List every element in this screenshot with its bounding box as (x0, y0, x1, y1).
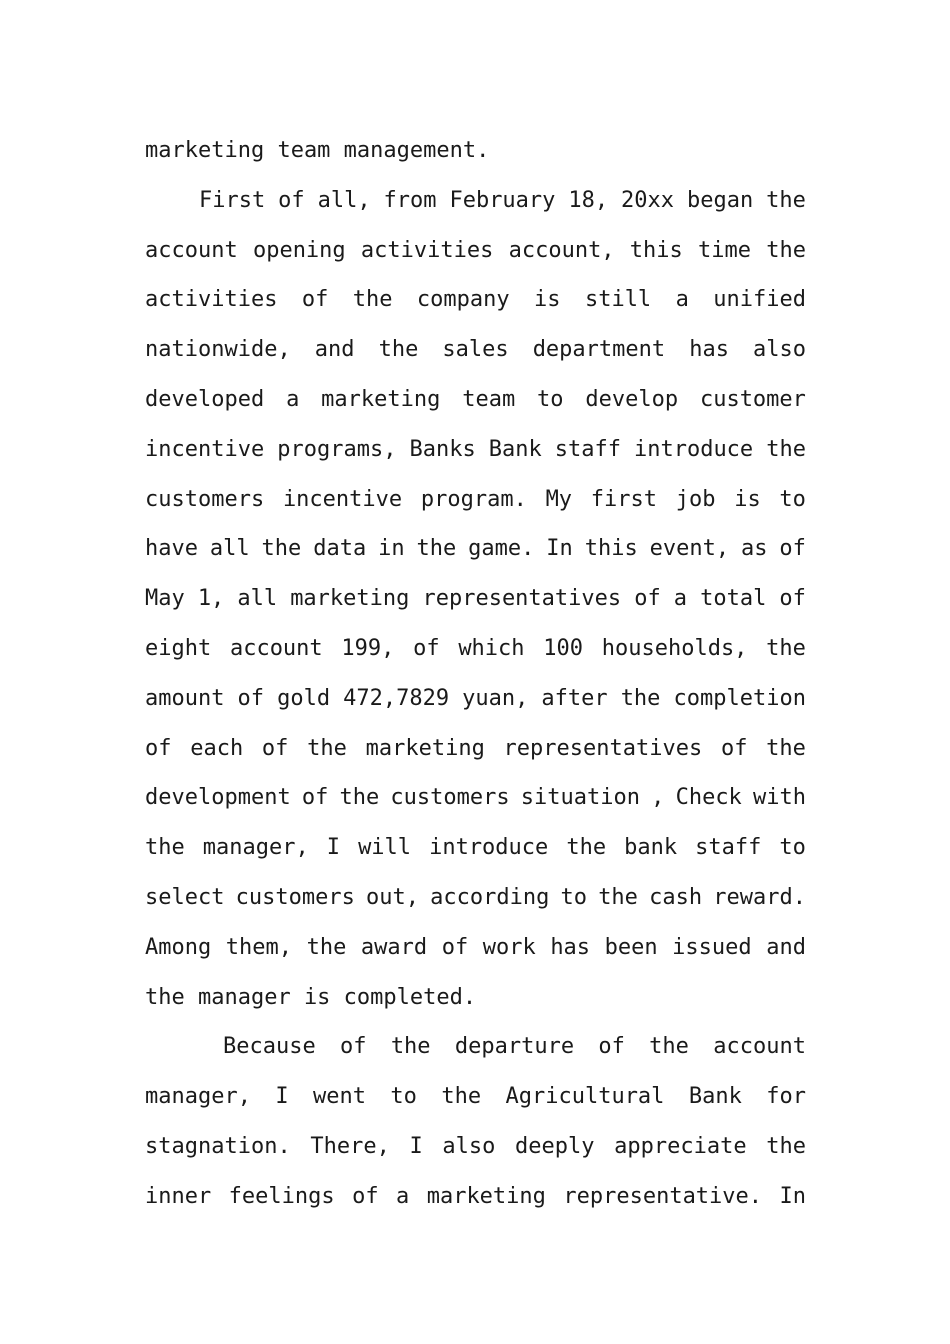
text-word: have (145, 536, 198, 562)
text-word: My (545, 486, 573, 512)
text-word: Check (675, 785, 742, 811)
text-word: the (620, 685, 661, 711)
text-line (145, 176, 806, 226)
text-word: marketing (290, 586, 410, 612)
text-word: the (766, 237, 806, 263)
text-word: total (700, 586, 767, 612)
text-line (145, 674, 806, 724)
text-line (145, 724, 806, 774)
text-word: game. (468, 536, 535, 562)
text-word: of (278, 187, 305, 213)
text-word: activities (360, 237, 494, 263)
text-word: In (546, 536, 573, 562)
text-word: staff (554, 436, 621, 462)
text-word: cash (649, 884, 703, 910)
text-word: programs, (277, 436, 397, 462)
text-word: account, (508, 237, 615, 263)
text-word: first (590, 486, 658, 512)
text-word: manager, (145, 1084, 251, 1110)
text-word: a (396, 1183, 410, 1209)
text-word: marketing (426, 1183, 546, 1209)
text-word: the (306, 934, 347, 960)
text-word: the (416, 536, 457, 562)
text-word: has (550, 934, 591, 960)
text-word: account (713, 1034, 806, 1060)
text-line (145, 873, 806, 923)
text-word: 18, (568, 187, 609, 213)
text-word: team (462, 386, 516, 412)
text-word: department (532, 337, 666, 363)
text-word: of (237, 685, 265, 711)
text-word: deeply (514, 1133, 595, 1159)
body-text (145, 126, 806, 1222)
text-word: of (441, 934, 469, 960)
text-word: them, (225, 934, 293, 960)
text-word: to (779, 486, 806, 512)
text-word: Among (145, 934, 212, 960)
text-word: of (261, 735, 289, 761)
text-word: also (753, 337, 806, 363)
text-word: the (390, 1034, 431, 1060)
text-word: the (766, 635, 806, 661)
text-word: award (360, 934, 428, 960)
text-word: each (190, 735, 244, 761)
text-line (145, 1122, 806, 1172)
text-word: for (766, 1084, 806, 1110)
text-word: the (145, 835, 185, 861)
text-word: this (584, 536, 638, 562)
text-line (145, 1022, 806, 1072)
text-word: gold (277, 685, 331, 711)
text-word: issued (672, 934, 752, 960)
text-word: Bank (488, 436, 542, 462)
text-line (145, 425, 806, 475)
text-word: Because (223, 1034, 316, 1060)
text-word: also (442, 1133, 496, 1159)
text-word: a (673, 586, 688, 612)
text-word: of (145, 735, 172, 761)
text-word: the (378, 337, 419, 363)
text-word: to (537, 386, 564, 412)
text-line (145, 923, 806, 973)
text-line (145, 275, 806, 325)
text-word: of (413, 635, 440, 661)
text-word: sales (442, 337, 509, 363)
text-word: select (145, 884, 225, 910)
text-word: First (199, 187, 266, 213)
text-word: went (313, 1084, 367, 1110)
text-word: the (766, 436, 806, 462)
text-word: Agricultural (505, 1084, 665, 1110)
text-word: began (686, 187, 754, 213)
text-line (145, 1172, 806, 1222)
text-word: of (779, 586, 806, 612)
text-word: development (145, 785, 291, 811)
text-word: I (326, 835, 341, 861)
text-line (145, 823, 806, 873)
text-word: the (649, 1034, 689, 1060)
text-word: departure (454, 1034, 575, 1060)
text-word: the (766, 1133, 806, 1159)
text-word: of (301, 785, 329, 811)
text-word: which (458, 635, 525, 661)
text-word: Bank (688, 1084, 742, 1110)
text-word: account (145, 237, 238, 263)
text-word: of (634, 586, 661, 612)
text-word: feelings (228, 1183, 335, 1209)
text-word: of (598, 1034, 625, 1060)
text-line (145, 773, 806, 823)
text-word: customers (235, 884, 355, 910)
text-word: developed (145, 386, 265, 412)
text-line (145, 574, 806, 624)
text-word: manager, (202, 835, 309, 861)
text-word: eight (145, 635, 212, 661)
text-word: May (145, 586, 185, 612)
text-word: February (449, 187, 556, 213)
text-word: a (286, 386, 300, 412)
text-word: In (779, 1183, 806, 1209)
text-word: representatives (422, 586, 622, 612)
text-word: time (698, 237, 751, 263)
text-word: activities (145, 287, 278, 313)
text-word: work (482, 934, 536, 960)
text-word: appreciate (614, 1133, 747, 1159)
text-word: customer (699, 386, 806, 412)
text-word: 472,7829 (343, 685, 450, 711)
text-word: has (689, 337, 729, 363)
text-word: in (378, 536, 405, 562)
text-word: amount (145, 685, 225, 711)
text-word: company (416, 287, 510, 313)
text-word: to (560, 884, 588, 910)
text-word: develop (585, 386, 679, 412)
text-word: from (383, 187, 437, 213)
text-word: 100 (543, 635, 584, 661)
text-word: to (390, 1084, 417, 1110)
text-word: of (340, 1034, 367, 1060)
text-word: incentive (282, 486, 403, 512)
text-word: the (307, 735, 347, 761)
text-line: marketing team management. (145, 138, 490, 163)
text-word: the (441, 1084, 482, 1110)
text-line (145, 375, 806, 425)
text-word: introduce (429, 835, 549, 861)
text-word: customers (390, 785, 510, 811)
text-word: the (339, 785, 380, 811)
text-word: marketing (321, 386, 441, 412)
text-word: event, (649, 536, 730, 562)
text-word: is (734, 486, 761, 512)
text-line (145, 624, 806, 674)
text-word: situation (520, 785, 641, 811)
text-word: of (720, 735, 748, 761)
text-word: will (358, 835, 412, 861)
text-word: been (604, 934, 658, 960)
text-word: nationwide, (145, 337, 291, 363)
text-word: I (275, 1084, 289, 1110)
text-word: marketing (365, 735, 485, 761)
text-word: Banks (409, 436, 476, 462)
text-word: staff (695, 835, 762, 861)
text-line (145, 1072, 806, 1122)
text-word: of (352, 1183, 379, 1209)
text-word: representatives (503, 735, 703, 761)
text-word: job (675, 486, 716, 512)
text-line (145, 475, 806, 525)
text-word: the (766, 187, 806, 213)
text-word: after (541, 685, 608, 711)
text-word: is (534, 287, 561, 313)
text-word: incentive (145, 436, 265, 462)
text-word: introduce (633, 436, 754, 462)
text-word: representative. (563, 1183, 763, 1209)
text-word: to (779, 835, 806, 861)
text-word: out, (366, 884, 419, 910)
text-line (145, 226, 806, 276)
text-word: all (237, 586, 278, 612)
text-word: the (598, 884, 638, 910)
text-word: the (566, 835, 607, 861)
text-line (145, 325, 806, 375)
text-word: the (261, 536, 302, 562)
text-line (145, 524, 806, 574)
text-word: unified (713, 287, 806, 313)
text-word: of (779, 536, 806, 562)
text-word: households, (601, 635, 748, 661)
text-word: reward. (713, 884, 806, 910)
text-word: customers (145, 486, 265, 512)
text-word: of (301, 287, 329, 313)
text-word: program. (420, 486, 527, 512)
text-word: as (740, 536, 768, 562)
text-word: yuan, (462, 685, 529, 711)
text-word: inner (145, 1183, 212, 1209)
text-word: this (629, 237, 683, 263)
text-word: bank (624, 835, 678, 861)
text-word: a (675, 287, 689, 313)
text-word: account (229, 635, 323, 661)
text-word: I (409, 1133, 423, 1159)
text-word: completion (673, 685, 806, 711)
text-word: according (430, 884, 550, 910)
text-word: There, (310, 1133, 390, 1159)
text-word: opening (252, 237, 346, 263)
text-word: 1, (197, 586, 225, 612)
text-word: all, (317, 187, 371, 213)
text-word: data (313, 536, 367, 562)
text-word: the (352, 287, 393, 313)
text-word: 199, (341, 635, 395, 661)
text-word: , (651, 785, 665, 811)
text-word: all (209, 536, 250, 562)
text-word: with (752, 785, 806, 811)
text-word: and (314, 337, 355, 363)
text-line: the manager is completed. (145, 984, 477, 1010)
text-word: and (766, 934, 806, 960)
text-word: 20xx (621, 187, 675, 213)
text-word: still (584, 287, 652, 313)
text-word: the (766, 735, 806, 761)
text-word: stagnation. (145, 1133, 291, 1159)
